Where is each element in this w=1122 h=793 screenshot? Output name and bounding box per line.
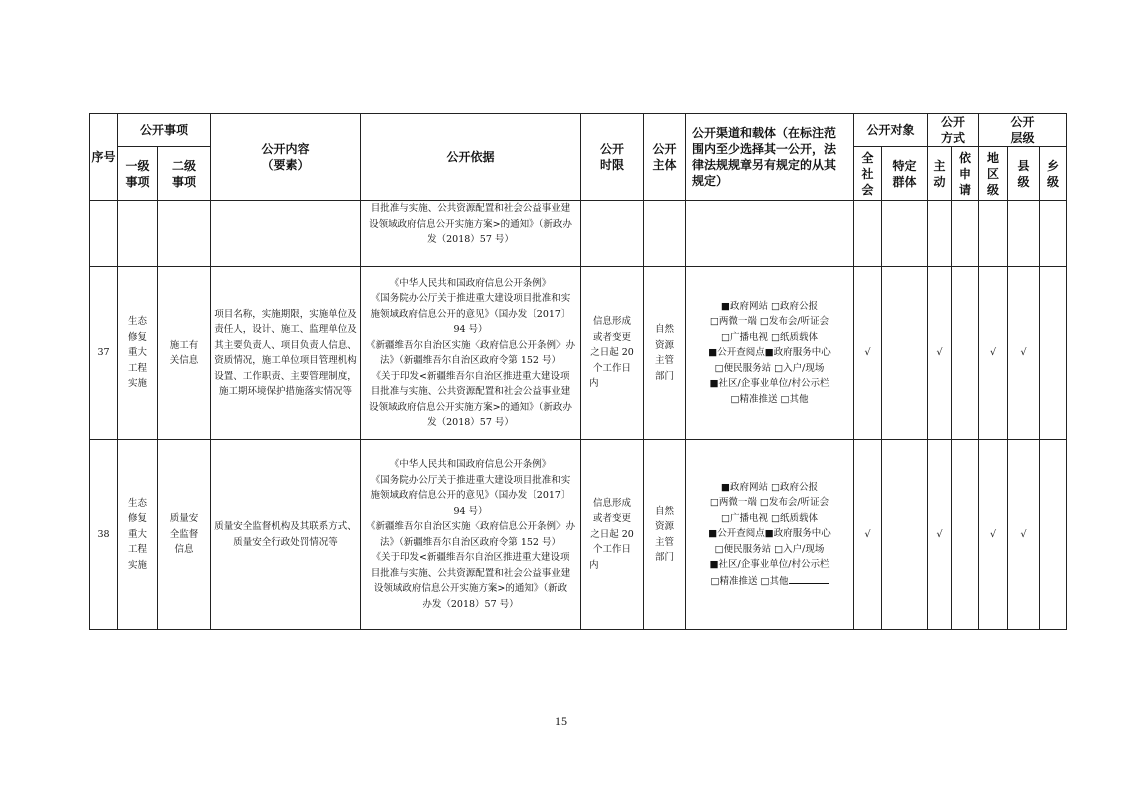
row-target-specific <box>882 267 928 440</box>
continued-basis: 目批准与实施、公共资源配置和社会公益事业建 设领域政府信息公开实施方案>的通知》（新政办 发（2018）57 号） <box>361 201 581 267</box>
row-target-all: √ <box>854 440 882 630</box>
header-row-1 <box>90 114 1067 147</box>
header-channels: 公开渠道和载体（在标注范围内至少选择其一公开，法律法规规章另有规定的从其规定） <box>686 114 854 201</box>
row-level-county: √ <box>1008 267 1040 440</box>
row-time: 信息形成 或者变更 之日起 20 个工作日 内 <box>581 267 644 440</box>
row-level2: 质量安 全监督 信息 <box>158 440 211 630</box>
row-target-specific <box>882 440 928 630</box>
row-seq: 38 <box>90 440 118 630</box>
page-number: 15 <box>555 714 567 728</box>
header-level1: 一级事项 <box>118 147 158 201</box>
header-target-all: 全社会 <box>854 147 882 201</box>
other-blank-line <box>789 573 829 584</box>
disclosure-table <box>89 113 1067 630</box>
header-method-request: 依申请 <box>952 147 979 201</box>
continued-row <box>90 201 1067 267</box>
row-method-request <box>952 267 979 440</box>
header-target-specific: 特定群体 <box>882 147 928 201</box>
header-time: 公开时限 <box>581 114 644 201</box>
header-level-region: 地区级 <box>979 147 1008 201</box>
row-seq: 37 <box>90 267 118 440</box>
header-seq: 序号 <box>90 114 118 201</box>
row-basis: 《中华人民共和国政府信息公开条例》 《国务院办公厅关于推进重大建设项目批准和实 施领域政府信息公开的意见》（国办发〔2017〕 94 号） 《新疆维吾尔自治区实施〈政府信息公开条例〉办 法》（新疆维吾尔自治区政府令第 152 号） 《关于印发<新疆维吾尔自治区推进重大建设项 目批准与实施、公共资源配置和社会公益事业建 设领域政府信息公开实施方案>的通知》（新政 办发（2018）57 号） <box>361 440 581 630</box>
header-content: 公开内容 （要素） <box>211 114 361 201</box>
row-level-county: √ <box>1008 440 1040 630</box>
header-level-township: 乡级 <box>1040 147 1067 201</box>
row-level-township <box>1040 267 1067 440</box>
header-target: 公开对象 <box>854 114 928 147</box>
table-row <box>90 440 1067 630</box>
row-target-all: √ <box>854 267 882 440</box>
row-level-region: √ <box>979 267 1008 440</box>
header-basis: 公开依据 <box>361 114 581 201</box>
row-level1: 生态 修复 重大 工程 实施 <box>118 440 158 630</box>
row-level2: 施工有 关信息 <box>158 267 211 440</box>
row-channels: ■政府网站 □政府公报 □两微一端 □发布会/听证会 □广播电视 □纸质载体 ■公开查阅点■政府服务中心 □便民服务站 □入户/现场 ■社区/企事业单位/村公示栏 □精准推送 □其他 <box>686 440 854 630</box>
row-level-region: √ <box>979 440 1008 630</box>
row-method-active: √ <box>928 440 952 630</box>
row-time: 信息形成 或者变更 之日起 20 个工作日 内 <box>581 440 644 630</box>
row-content: 项目名称，实施期限，实施单位及责任人，设计、施工、监理单位及其主要负责人、项目负责人信息、资质情况，施工单位项目管理机构设置、工作职责、主要管理制度，施工期环境保护措施落实情况等 <box>211 267 361 440</box>
table-row <box>90 267 1067 440</box>
header-level-county: 县级 <box>1008 147 1040 201</box>
row-content: 质量安全监督机构及其联系方式、质量安全行政处罚情况等 <box>211 440 361 630</box>
row-channels: ■政府网站 □政府公报 □两微一端 □发布会/听证会 □广播电视 □纸质载体 ■公开查阅点■政府服务中心 □便民服务站 □入户/现场 ■社区/企事业单位/村公示栏 □精准推送 □其他 <box>686 267 854 440</box>
row-subject: 自然 资源 主管 部门 <box>644 440 686 630</box>
header-method: 公开方式 <box>928 114 979 147</box>
header-method-active: 主动 <box>928 147 952 201</box>
row-subject: 自然 资源 主管 部门 <box>644 267 686 440</box>
row-method-active: √ <box>928 267 952 440</box>
row-method-request <box>952 440 979 630</box>
row-level-township <box>1040 440 1067 630</box>
header-matters: 公开事项 <box>118 114 211 147</box>
header-level2: 二级事项 <box>158 147 211 201</box>
row-basis: 《中华人民共和国政府信息公开条例》 《国务院办公厅关于推进重大建设项目批准和实 施领域政府信息公开的意见》（国办发〔2017〕 94 号） 《新疆维吾尔自治区实施〈政府信息公开条例〉办 法》（新疆维吾尔自治区政府令第 152 号） 《关于印发<新疆维吾尔自治区推进重大建设项 目批准与实施、公共资源配置和社会公益事业建 设领域政府信息公开实施方案>的通知》（新政办 发（2018）57 号） <box>361 267 581 440</box>
header-level: 公开层级 <box>979 114 1067 147</box>
header-subject: 公开主体 <box>644 114 686 201</box>
row-level1: 生态 修复 重大 工程 实施 <box>118 267 158 440</box>
